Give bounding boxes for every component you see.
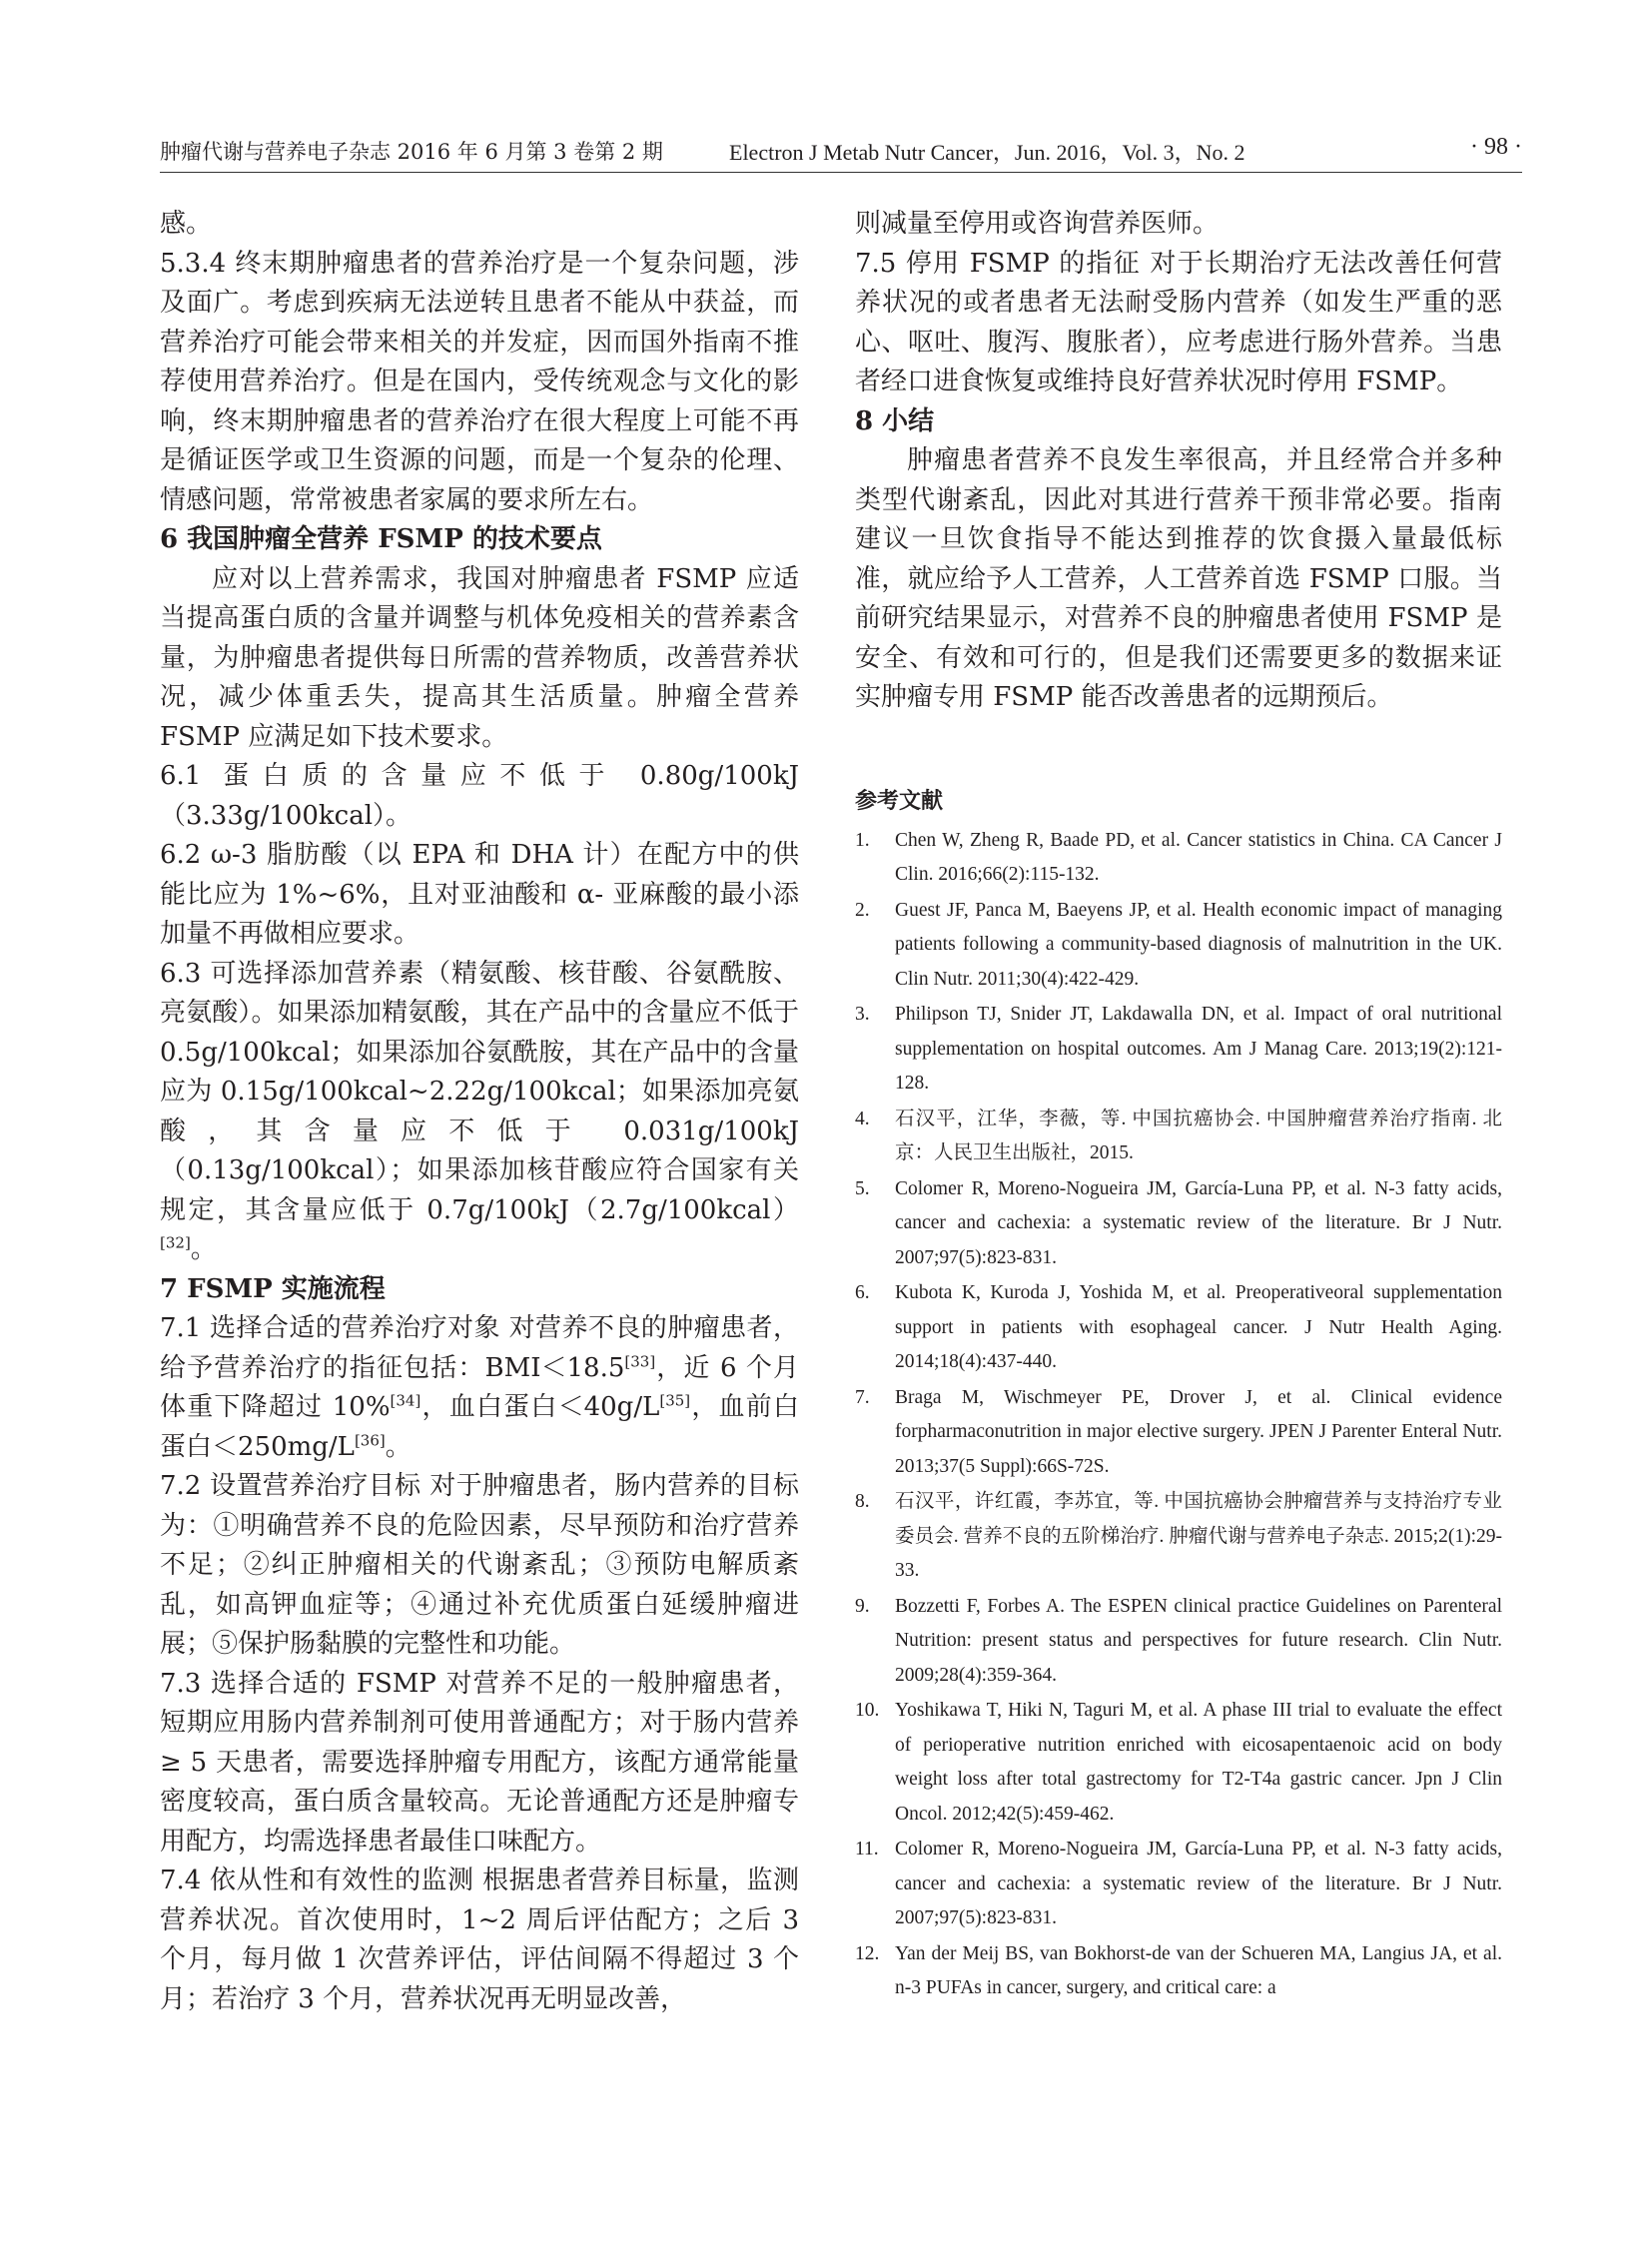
paragraph: 则减量至停用或咨询营养医师。 [855,209,1220,239]
paragraph-7-2: 7.2 设置营养治疗目标 对于肿瘤患者，肠内营养的目标为：①明确营养不良的危险因素，尽早预防和治疗营养不足；②纠正肿瘤相关的代谢紊乱；③预防电解质紊乱，如高钾血症等；④通过补充优质蛋白延缓肿瘤进展；⑤保护肠黏膜的完整性和功能。 [160,1471,799,1659]
reference-item [855,824,1502,893]
citation: [35] [659,1391,691,1410]
journal-title-en: Electron J Metab Nutr Cancer，Jun. 2016，Vol. 3，No. 2 [729,140,1245,165]
text: 。 [385,1431,412,1462]
reference-text: Braga M, Wischmeyer PE, Drover J, et al. Clinical evidence forpharmaconutrition in major elective surgery. JPEN J Parenter Enteral Nutr. 2013;37(5 Suppl):66S-72S. [895,1386,1502,1477]
reference-text: Chen W, Zheng R, Baade PD, et al. Cancer statistics in China. CA Cancer J Clin. 2016;66(2):115-132. [895,829,1502,885]
reference-number: 2. [855,899,870,921]
reference-item [855,998,1502,1102]
paragraph: 应对以上营养需求，我国对肿瘤患者 FSMP 应适当提高蛋白质的含量并调整与机体免疫相关的营养素含量，为肿瘤患者提供每日所需的营养物质，改善营养状况，减少体重丢失，提高其生活质量。肿瘤全营养 FSMP 应满足如下技术要求。 [160,563,799,752]
reference-text: Yan der Meij BS, van Bokhorst-de van der Schueren MA, Langius JA, et al. n-3 PUFAs in cancer, surgery, and critical care: a [895,1942,1502,1998]
paragraph-summary: 肿瘤患者营养不良发生率很高，并且经常合并多种类型代谢紊乱，因此对其进行营养干预非常必要。指南建议一旦饮食指导不能达到推荐的饮食摄入量最低标准，就应给予人工营养，人工营养首选 FSMP 口服。当前研究结果显示，对营养不良的肿瘤患者使用 FSMP 是安全、有效和可行的，但是我们还需要更多的数据来证实肿瘤专用 FSMP 能否改善患者的远期预后。 [855,445,1502,712]
reference-text: Colomer R, Moreno-Nogueira JM, García-Luna PP, et al. N-3 fatty acids, cancer and cachexia: a systematic review of the literature. Br J Nutr. 2007;97(5):823-831. [895,1177,1502,1268]
reference-number: 12. [855,1942,880,1964]
journal-title-cn: 肿瘤代谢与营养电子杂志 2016 年 6 月第 3 卷第 2 期 [160,140,663,164]
reference-item [855,1833,1502,1936]
text: 7.1 选择合适的营养治疗对象 对营养不良的肿瘤患者，给予营养治疗的指征包括：BMI＜18.5 [160,1313,799,1383]
reference-item [855,1937,1502,2006]
reference-item [855,1276,1502,1380]
left-column [160,205,799,2019]
reference-number: 1. [855,829,870,851]
text: 6.3 可选择添加营养素（精氨酸、核苷酸、谷氨酰胺、亮氨酸）。如果添加精氨酸，其在产品中的含量应不低于 0.5g/100kcal；如果添加谷氨酰胺，其在产品中的含量应为 0.15g/100kcal~2.22g/100kcal；如果添加亮氨酸，其含量应不低于 0.031g/100kJ（0.13g/100kcal）；如果添加核苷酸应符合国家有关规定，其含量应低于 0.7g/100kJ（2.7g/100kcal） [160,958,799,1225]
section-heading-6: 6 我国肿瘤全营养 FSMP 的技术要点 [160,524,602,554]
reference-number: 10. [855,1700,880,1721]
reference-number: 4. [855,1108,870,1129]
reference-text: Colomer R, Moreno-Nogueira JM, García-Luna PP, et al. N-3 fatty acids, cancer and cachexia: a systematic review of the literature. Br J Nutr. 2007;97(5):823-831. [895,1839,1502,1928]
reference-number: 9. [855,1595,870,1617]
page-number: · 98 · [1470,134,1522,160]
reference-item [855,1381,1502,1485]
paragraph-7-3: 7.3 选择合适的 FSMP 对营养不足的一般肿瘤患者，短期应用肠内营养制剂可使用普通配方；对于肠内营养≥ 5 天患者，需要选择肿瘤专用配方，该配方通常能量密度较高，蛋白质含量较高。无论普通配方还是肿瘤专用配方，均需选择患者最佳口味配方。 [160,1668,799,1857]
reference-item [855,1172,1502,1276]
text: ，近 6 个月体重下降超过 10% [160,1352,800,1422]
paragraph-6-1: 6.1 蛋白质的含量应不低于 0.80g/100kJ（3.33g/100kcal）。 [160,761,799,831]
section-heading-7: 7 FSMP 实施流程 [160,1273,386,1304]
section-heading-8: 8 小结 [855,405,935,436]
text: 。 [190,1234,217,1264]
reference-item [855,894,1502,998]
reference-item [855,1590,1502,1694]
reference-text: Philipson TJ, Snider JT, Lakdawalla DN, et al. Impact of oral nutritional supplementation on hospital outcomes. Am J Manag Care. 2013;19(2):121-128. [895,1004,1502,1094]
reference-item [855,1694,1502,1832]
reference-item [855,1485,1502,1589]
citation: [34] [390,1391,421,1410]
reference-text: 石汉平，许红霞，李苏宜，等. 中国抗癌协会肿瘤营养与支持治疗专业委员会. 营养不良的五阶梯治疗. 肿瘤代谢与营养电子杂志. 2015;2(1):29-33. [895,1491,1502,1581]
reference-text: Guest JF, Panca M, Baeyens JP, et al. Health economic impact of managing patients following a community-based diagnosis of malnutrition in the UK. Clin Nutr. 2011;30(4):422-429. [895,899,1502,990]
reference-list [855,824,1502,2006]
text: ，血前白蛋白＜250mg/L [160,1392,799,1462]
reference-item [855,1103,1502,1171]
citation: [32] [160,1233,191,1252]
paragraph-7-5: 7.5 停用 FSMP 的指征 对于长期治疗无法改善任何营养状况的或者患者无法耐受肠内营养（如发生严重的恶心、呕吐、腹泻、腹胀者），应考虑进行肠外营养。当患者经口进食恢复或维持良好营养状况时停用 FSMP。 [855,248,1502,396]
reference-number: 3. [855,1004,870,1025]
paragraph-6-3 [160,955,799,1270]
paragraph-5-3-4: 5.3.4 终末期肿瘤患者的营养治疗是一个复杂问题，涉及面广。考虑到疾病无法逆转且患者不能从中获益，而营养治疗可能会带来相关的并发症，因而国外指南不推荐使用营养治疗。但是在国内，受传统观念与文化的影响，终末期肿瘤患者的营养治疗在很大程度上可能不再是循证医学或卫生资源的问题，而是一个复杂的伦理、情感问题，常常被患者家属的要求所左右。 [160,248,799,515]
running-header [160,132,1522,173]
reference-number: 8. [855,1491,870,1512]
reference-number: 7. [855,1386,870,1408]
text: ，血白蛋白＜40g/L [420,1392,660,1422]
paragraph-6-2: 6.2 ω-3 脂肪酸（以 EPA 和 DHA 计）在配方中的供能比应为 1%~6%，且对亚油酸和 α- 亚麻酸的最小添加量不再做相应要求。 [160,840,799,949]
reference-number: 5. [855,1177,870,1199]
paragraph-7-4: 7.4 依从性和有效性的监测 根据患者营养目标量，监测营养状况。首次使用时，1~2 周后评估配方；之后 3 个月，每月做 1 次营养评估，评估间隔不得超过 3 个月；若治疗 3 个月，营养状况再无明显改善， [160,1866,799,2014]
reference-text: 石汉平，江华，李薇，等. 中国抗癌协会. 中国肿瘤营养治疗指南. 北京：人民卫生出版社，2015. [895,1108,1502,1163]
paragraph: 感。 [160,209,213,239]
right-column [855,205,1502,2007]
reference-text: Kubota K, Kuroda J, Yoshida M, et al. Preoperativeoral supplementation support in patients with esophageal cancer. J Nutr Health Aging. 2014;18(4):437-440. [895,1282,1502,1372]
reference-text: Bozzetti F, Forbes A. The ESPEN clinical practice Guidelines on Parenteral Nutrition: present status and perspectives for future research. Clin Nutr. 2009;28(4):359-364. [895,1595,1502,1686]
citation: [36] [354,1430,386,1449]
reference-number: 11. [855,1839,879,1860]
paragraph-7-1 [160,1309,799,1467]
citation: [33] [624,1351,656,1370]
references-title: 参考文献 [855,787,944,814]
reference-text: Yoshikawa T, Hiki N, Taguri M, et al. A phase III trial to evaluate the effect of perioperative nutrition enriched with eicosapentaenoic acid on body weight loss after total gastrectomy for T2-T4a gastric cancer. Jpn J Clin Oncol. 2012;42(5):459-462. [895,1700,1502,1825]
reference-number: 6. [855,1282,870,1303]
